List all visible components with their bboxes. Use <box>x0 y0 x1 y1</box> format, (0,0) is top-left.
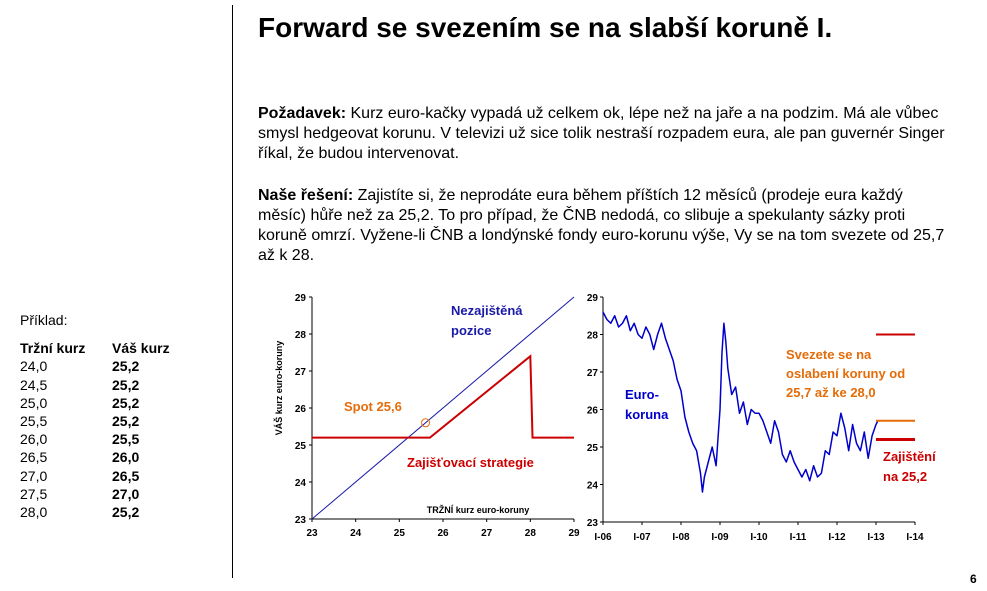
y-tick-label: 27 <box>586 368 598 379</box>
y-tick-label: 24 <box>586 480 598 492</box>
example-row <box>20 357 170 375</box>
x-tick-label: I-08 <box>672 532 690 543</box>
your-rate-cell: 27,0 <box>112 485 140 502</box>
example-panel <box>20 311 170 521</box>
market-rate-cell: 27,0 <box>20 467 48 484</box>
market-rate-cell: 27,5 <box>20 485 48 502</box>
eurczk-line <box>603 312 878 492</box>
unhedged-label: Nezajištěná <box>451 303 523 318</box>
example-row <box>20 503 170 521</box>
x-axis-label: TRŽNÍ kurz euro-koruny <box>426 505 530 515</box>
x-tick-label: 23 <box>306 528 318 539</box>
y-tick-label: 28 <box>294 330 306 341</box>
hedging-strategy-label: Zajišťovací strategie <box>407 455 534 470</box>
example-row <box>20 412 170 430</box>
payoff-chart <box>268 285 583 545</box>
y-tick-label: 25 <box>294 441 306 452</box>
y-axis-label: VÁŠ kurz euro-koruny <box>274 340 284 436</box>
solution-paragraph <box>258 186 948 266</box>
your-rate-cell: 26,5 <box>112 467 140 484</box>
example-row <box>20 394 170 412</box>
x-tick-label: I-09 <box>711 532 729 543</box>
market-rate-cell: 26,0 <box>20 431 48 448</box>
y-tick-label: 26 <box>294 404 306 415</box>
page-number: 6 <box>970 572 977 586</box>
x-tick-label: 28 <box>524 528 536 539</box>
spot-label: Spot 25,6 <box>344 399 402 414</box>
x-tick-label: 24 <box>350 528 362 539</box>
your-rate-cell: 25,2 <box>112 504 140 521</box>
vertical-divider <box>232 5 233 578</box>
example-header-row <box>20 339 170 357</box>
y-tick-label: 28 <box>586 330 598 342</box>
market-rate-cell: 25,5 <box>20 413 48 430</box>
market-rate-cell: 26,5 <box>20 449 48 466</box>
x-tick-label: I-11 <box>789 532 807 543</box>
unhedged-label: pozice <box>451 323 492 338</box>
x-tick-label: I-13 <box>867 532 885 543</box>
y-tick-label: 29 <box>294 293 306 304</box>
market-rate-cell: 24,0 <box>20 358 48 375</box>
market-rate-header: Tržní kurz <box>20 340 86 357</box>
y-tick-label: 25 <box>586 443 598 454</box>
slide-title: Forward se svezením se na slabší koruně I. <box>258 12 833 43</box>
eurczk-history-chart <box>583 285 943 545</box>
participation-label: 25,7 až ke 28,0 <box>786 385 876 400</box>
your-rate-cell: 25,2 <box>112 413 140 430</box>
your-rate-cell: 25,2 <box>112 394 140 411</box>
solution-text: Zajistíte si, že neprodáte eura během příštích 12 měsíců (prodeje eura každý měsíc) hůře než za 25,2. To pro případ, že ČNB nedodá, co slibuje a spekulanty sázky proti koruně omrzí. Vyžene-li ČNB a londýnské fondy euro-korunu výše, Vy se na tom svezete od 25,7 až k 28. <box>258 187 945 264</box>
x-tick-label: I-14 <box>906 532 924 543</box>
participation-label: oslabení koruny od <box>786 366 906 381</box>
your-rate-cell: 26,0 <box>112 449 140 466</box>
example-row <box>20 467 170 485</box>
requirement-label: Požadavek: <box>258 105 347 122</box>
your-rate-cell: 25,2 <box>112 358 140 375</box>
requirement-paragraph <box>258 104 948 164</box>
x-tick-label: I-07 <box>633 532 651 543</box>
your-rate-cell: 25,2 <box>112 376 140 393</box>
example-heading: Příklad: <box>20 312 68 328</box>
market-rate-cell: 25,0 <box>20 394 48 411</box>
eurczk-label: Euro- <box>625 387 659 402</box>
example-row <box>20 376 170 394</box>
your-rate-cell: 25,5 <box>112 431 140 448</box>
market-rate-cell: 24,5 <box>20 376 48 393</box>
hedge-label: Zajištění <box>883 449 936 464</box>
y-tick-label: 24 <box>294 478 306 489</box>
x-tick-label: 26 <box>437 528 449 539</box>
example-table <box>20 339 170 521</box>
participation-label: Svezete se na <box>786 347 872 362</box>
example-row <box>20 448 170 466</box>
x-tick-label: 27 <box>481 528 493 539</box>
hedge-label: na 25,2 <box>883 469 928 484</box>
example-row <box>20 430 170 448</box>
hedging-strategy-line <box>312 356 574 437</box>
x-tick-label: I-10 <box>750 532 768 543</box>
requirement-text: Kurz euro-kačky vypadá už celkem ok, lépe než na jaře a na podzim. Má ale vůbec smysl hedgeovat korunu. V televizi už sice tolik nestraší rozpadem eura, ale pan guvernér Singer říkal, že budou intervenovat. <box>258 105 945 162</box>
y-tick-label: 27 <box>294 367 306 378</box>
x-tick-label: I-12 <box>828 532 846 543</box>
your-rate-header: Váš kurz <box>112 340 170 357</box>
x-tick-label: I-06 <box>594 532 612 543</box>
market-rate-cell: 28,0 <box>20 504 48 521</box>
x-tick-label: 29 <box>568 528 580 539</box>
eurczk-label: koruna <box>625 407 669 422</box>
solution-label: Naše řešení: <box>258 187 354 204</box>
y-tick-label: 23 <box>586 518 598 529</box>
y-tick-label: 26 <box>586 405 598 417</box>
example-row <box>20 485 170 503</box>
x-tick-label: 25 <box>393 528 405 539</box>
y-tick-label: 29 <box>586 293 598 304</box>
y-tick-label: 23 <box>294 515 306 526</box>
